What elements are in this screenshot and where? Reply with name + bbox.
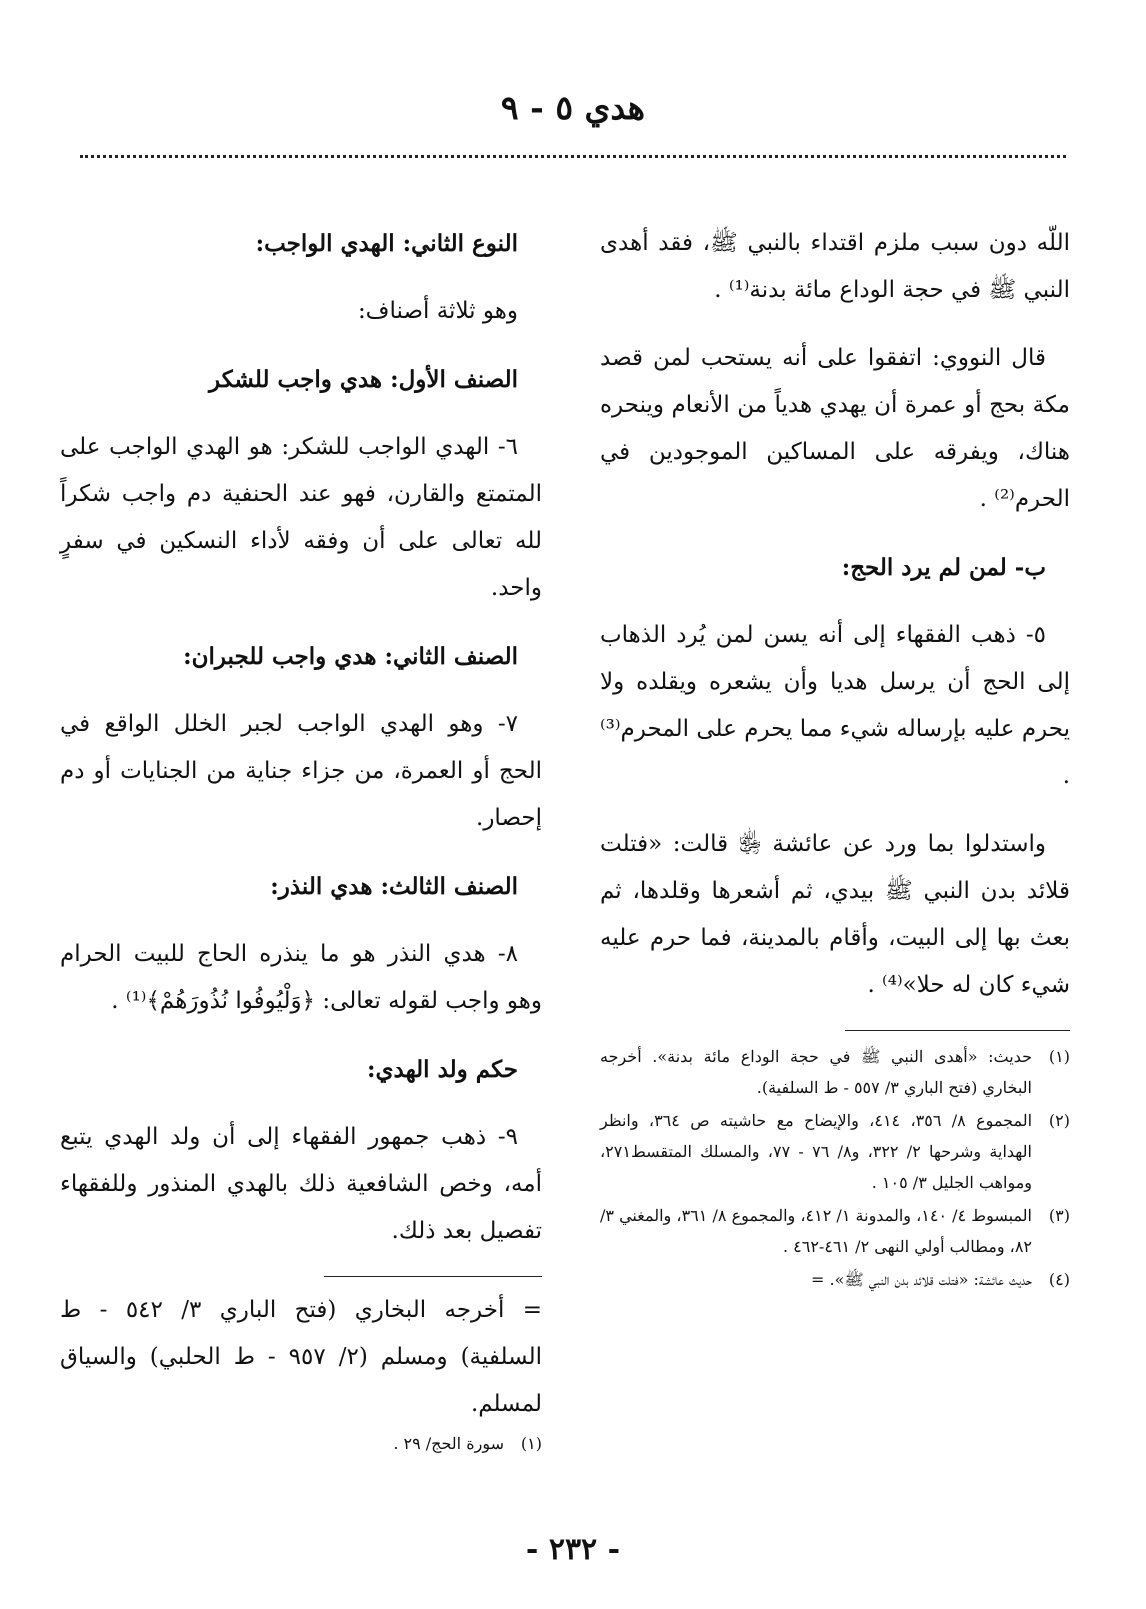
section-heading: الصنف الثاني: هدي واجب للجبران: [183,643,518,670]
body-paragraph: واستدلوا بما ورد عن عائشة ﵂ قالت: «فتلت قلائد بدن النبي ﷺ بيدي، ثم أشعرها وقلدها، ثم بعث بها إلى البيت، وأقام بالمدينة، فما حرم عليه شيء كان له حلا»⁽⁴⁾ . [600,831,1070,998]
body-paragraph: ٨- هدي النذر هو ما ينذره الحاج للبيت الحرام وهو واجب لقوله تعالى: ﴿وَلْيُوفُوا نُذُورَهُمْ﴾⁽¹⁾ . [60,941,542,1014]
footnote-item [600,1105,1070,1198]
footnote-number: (٤) [1048,1270,1070,1289]
section-heading: النوع الثاني: الهدي الواجب: [255,230,518,257]
body-paragraph: ٩- ذهب جمهور الفقهاء إلى أن ولد الهدي يتبع أمه، وخص الشافعية ذلك بالهدي المنذور وللفقهاء تفصيل بعد ذلك. [60,1124,542,1244]
footnote-text: سورة الحج/ ٢٩ . [393,1434,504,1453]
body-paragraph: وهو ثلاثة أصناف: [357,298,518,324]
section-heading: حكم ولد الهدي: [367,1056,518,1083]
page-number: - ٢٣٢ - [525,1532,621,1567]
header-dotted-rule [80,155,1066,158]
footnote-item [60,1428,542,1459]
footnote-number: (١) [1048,1047,1070,1066]
body-paragraph: اللّه دون سبب ملزم اقتداء بالنبي ﷺ، فقد أهدى النبي ﷺ في حجة الوداع مائة بدنة⁽¹⁾ . [600,230,1070,303]
body-paragraph: قال النووي: اتفقوا على أنه يستحب لمن قصد مكة بحج أو عمرة أن يهدي هدياً من الأنعام وينحره هناك، ويفرقه على المساكين الموجودين في الحرم⁽²⁾ . [600,345,1070,512]
footnote-continuation: = أخرجه البخاري (فتح الباري ٣/ ٥٤٢ - ط السلفية) ومسلم (٢/ ٩٥٧ - ط الحلبي) والسياق لمسلم. [60,1297,543,1417]
footnote-number: (٣) [1048,1206,1070,1225]
footnote-text: المجموع ٨/ ٣٥٦، ٤١٤، والإيضاح مع حاشيته ص ٣٦٤، وانظر الهداية وشرحها ٢/ ٣٢٢، و٨/ ٧٦ - ٧٧، والمسلك المتقسط٢٧١، ومواهب الجليل ٣/ ١٠٥ . [600,1111,1033,1192]
running-head: هدي ٥ - ٩ [500,88,646,127]
footnote-separator [845,1030,1070,1031]
footnote-separator [324,1276,542,1277]
body-paragraph: ٥- ذهب الفقهاء إلى أنه يسن لمن يُرد الذهاب إلى الحج أن يرسل هديا وأن يشعره ويقلده ولا يحرم عليه بإرساله شيء مما يحرم على المحرم⁽³⁾ . [600,622,1070,789]
footnote-item [600,1041,1070,1103]
left-column [60,220,542,1461]
footnote-text: حديث: «أهدى النبي ﷺ في حجة الوداع مائة بدنة». أخرجه البخاري (فتح الباري ٣/ ٥٥٧ - ط السلفية). [600,1047,1032,1097]
section-heading: ب- لمن لم يرد الحج: [841,554,1046,581]
section-heading: الصنف الأول: هدي واجب للشكر [209,366,518,393]
body-paragraph: ٦- الهدي الواجب للشكر: هو الهدي الواجب على المتمتع والقارن، فهو عند الحنفية دم واجب شكراً لله تعالى على أن وفقه لأداء النسكين في سفرٍ واحد. [60,434,542,601]
footnotes [60,1287,542,1459]
footnote-number: (٢) [1048,1111,1070,1130]
footnotes [600,1041,1070,1295]
footnote-number: (١) [520,1434,542,1453]
footnote-text: حديث عائشة: «فتلت قلائد بدن النبي ﷺ». = [811,1270,1032,1289]
footnote-item [600,1200,1070,1262]
right-column [600,220,1070,1297]
footnote-item [600,1264,1070,1295]
footnote-text: المبسوط ٤/ ١٤٠، والمدونة ١/ ٤١٢، والمجموع ٨/ ٣٦١، والمغني ٣/ ٨٢، ومطالب أولي النهى ٢/ ٤٦١-٤٦٢ . [600,1206,1033,1256]
section-heading: الصنف الثالث: هدي النذر: [270,873,518,900]
body-paragraph: ٧- وهو الهدي الواجب لجبر الخلل الواقع في الحج أو العمرة، من جزاء جناية من الجنايات أو دم إحصار. [60,711,542,831]
